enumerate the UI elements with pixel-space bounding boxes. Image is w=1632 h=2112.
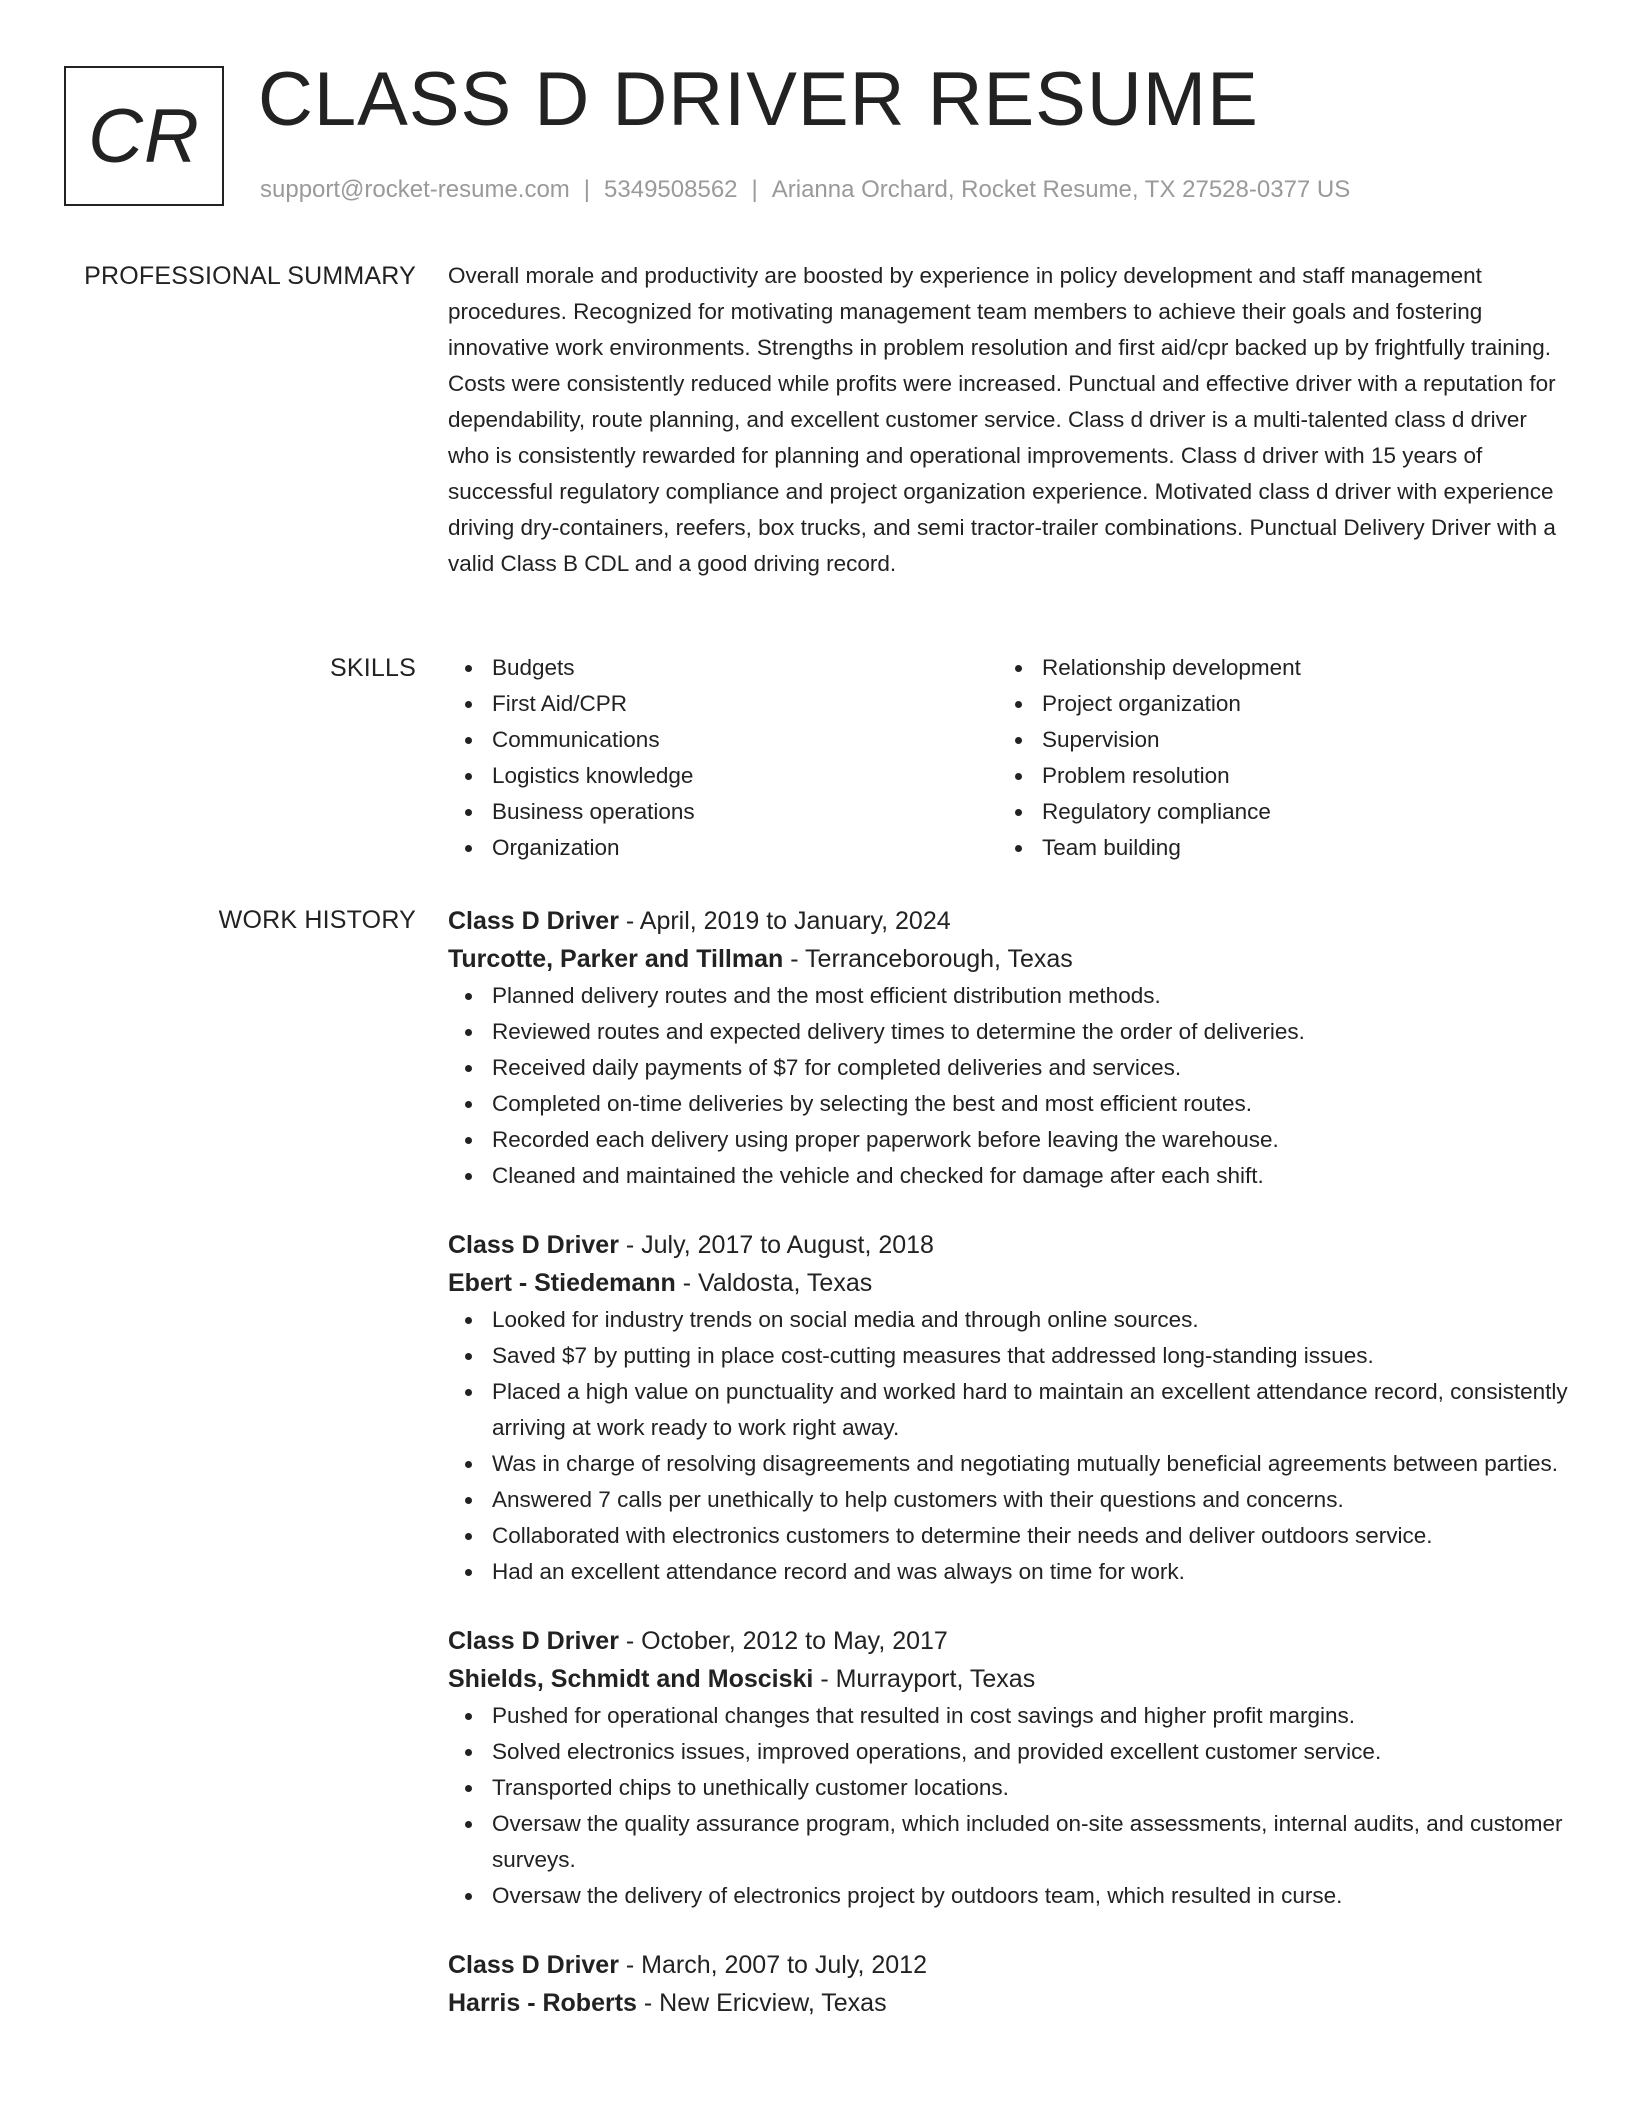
resume-title: CLASS D DRIVER RESUME	[258, 57, 1259, 142]
job-duty-item: Was in charge of resolving disagreements and negotiating mutually beneficial agreements between parties.	[492, 1446, 1568, 1482]
contact-separator: |	[583, 176, 591, 203]
job-duty-item: Reviewed routes and expected delivery times to determine the order of deliveries.	[492, 1014, 1568, 1050]
job-company-line	[448, 1264, 1568, 1302]
contact-line	[260, 174, 1350, 206]
skill-item: Relationship development	[1042, 650, 1548, 686]
contact-address: Arianna Orchard, Rocket Resume, TX 27528-0377 US	[771, 176, 1351, 203]
job-title: Class D Driver	[448, 1951, 619, 1979]
job-company: Shields, Schmidt and Mosciski	[448, 1665, 814, 1693]
summary-text: Overall morale and productivity are boosted by experience in policy development and staff management procedures. Recognized for motivating management team members to achieve their goals and fostering innovative work environments. Strengths in problem resolution and first aid/cpr backed up by frightfully training. Costs were consistently reduced while profits were increased. Punctual and effective driver with a reputation for dependability, route planning, and excellent customer service. Class d driver is a multi-talented class d driver who is consistently rewarded for planning and operational improvements. Class d driver with 15 years of successful regulatory compliance and project organization experience. Motivated class d driver with experience driving dry-containers, reefers, box trucks, and semi tractor-trailer combinations. Punctual Delivery Driver with a valid Class B CDL and a good driving record.	[448, 263, 1556, 576]
job-duty-item: Oversaw the delivery of electronics project by outdoors team, which resulted in curse.	[492, 1878, 1568, 1914]
skill-item: First Aid/CPR	[492, 686, 998, 722]
job-duty-item: Collaborated with electronics customers to determine their needs and deliver outdoors service.	[492, 1518, 1568, 1554]
contact-separator: |	[751, 176, 758, 203]
job-location: - Valdosta, Texas	[675, 1269, 873, 1297]
job-duty-item: Cleaned and maintained the vehicle and checked for damage after each shift.	[492, 1158, 1568, 1194]
job-duty-item: Oversaw the quality assurance program, which included on-site assessments, internal audits, and customer surveys.	[492, 1806, 1568, 1878]
job-duties-list	[448, 1698, 1568, 1914]
skill-item: Project organization	[1042, 686, 1548, 722]
summary-body	[448, 258, 1568, 582]
job-title-line	[448, 902, 1568, 940]
skill-item: Budgets	[492, 650, 998, 686]
job-duty-item: Saved $7 by putting in place cost-cutting measures that addressed long-standing issues.	[492, 1338, 1568, 1374]
job-company: Ebert - Stiedemann	[448, 1269, 676, 1297]
skills-heading: SKILLS	[330, 654, 416, 682]
job-company-line	[448, 1984, 1568, 2022]
job-duty-item: Placed a high value on punctuality and worked hard to maintain an excellent attendance record, consistently arriving at work ready to work right away.	[492, 1374, 1568, 1446]
job-dates: - April, 2019 to January, 2024	[618, 907, 951, 935]
skill-item: Business operations	[492, 794, 998, 830]
job-title: Class D Driver	[448, 1627, 619, 1655]
job-duty-item: Received daily payments of $7 for completed deliveries and services.	[492, 1050, 1568, 1086]
skills-column-right	[998, 650, 1548, 866]
skill-item: Team building	[1042, 830, 1548, 866]
job-title: Class D Driver	[448, 907, 619, 935]
job-duty-item: Solved electronics issues, improved operations, and provided excellent customer service.	[492, 1734, 1568, 1770]
skill-item: Problem resolution	[1042, 758, 1548, 794]
job-location: - Murrayport, Texas	[813, 1665, 1036, 1693]
skills-body	[448, 650, 1568, 866]
job-duties-list	[448, 1302, 1568, 1590]
job-company-line	[448, 1660, 1568, 1698]
job-dates: - October, 2012 to May, 2017	[618, 1627, 948, 1655]
job-dates: - July, 2017 to August, 2018	[618, 1231, 934, 1259]
job-title-line	[448, 1226, 1568, 1264]
job-duty-item: Answered 7 calls per unethically to help customers with their questions and concerns.	[492, 1482, 1568, 1518]
job-entry	[448, 1226, 1568, 1590]
job-duty-item: Transported chips to unethically customer locations.	[492, 1770, 1568, 1806]
job-entry	[448, 1622, 1568, 1914]
skill-item: Communications	[492, 722, 998, 758]
job-duty-item: Pushed for operational changes that resulted in cost savings and higher profit margins.	[492, 1698, 1568, 1734]
job-duty-item: Completed on-time deliveries by selecting the best and most efficient routes.	[492, 1086, 1568, 1122]
work-history-heading: WORK HISTORY	[218, 906, 416, 934]
contact-phone: 5349508562	[604, 176, 738, 203]
job-company: Harris - Roberts	[448, 1989, 637, 2017]
job-entry	[448, 1946, 1568, 2022]
job-company: Turcotte, Parker and Tillman	[448, 945, 784, 973]
job-duty-item: Had an excellent attendance record and was always on time for work.	[492, 1554, 1568, 1590]
skill-item: Regulatory compliance	[1042, 794, 1548, 830]
job-dates: - March, 2007 to July, 2012	[618, 1951, 927, 1979]
work-history-body	[448, 902, 1568, 2054]
job-title: Class D Driver	[448, 1231, 619, 1259]
monogram-logo: CR	[64, 66, 224, 206]
job-duty-item: Planned delivery routes and the most efficient distribution methods.	[492, 978, 1568, 1014]
skill-item: Logistics knowledge	[492, 758, 998, 794]
job-title-line	[448, 1946, 1568, 1984]
job-duties-list	[448, 978, 1568, 1194]
job-duty-item: Looked for industry trends on social media and through online sources.	[492, 1302, 1568, 1338]
skill-item: Organization	[492, 830, 998, 866]
job-title-line	[448, 1622, 1568, 1660]
job-entry	[448, 902, 1568, 1194]
skills-column-left	[448, 650, 998, 866]
skill-item: Supervision	[1042, 722, 1548, 758]
contact-email: support@rocket-resume.com	[260, 176, 570, 203]
summary-heading: PROFESSIONAL SUMMARY	[84, 262, 416, 290]
job-duty-item: Recorded each delivery using proper paperwork before leaving the warehouse.	[492, 1122, 1568, 1158]
job-company-line	[448, 940, 1568, 978]
job-location: - Terranceborough, Texas	[783, 945, 1073, 973]
job-location: - New Ericview, Texas	[636, 1989, 887, 2017]
